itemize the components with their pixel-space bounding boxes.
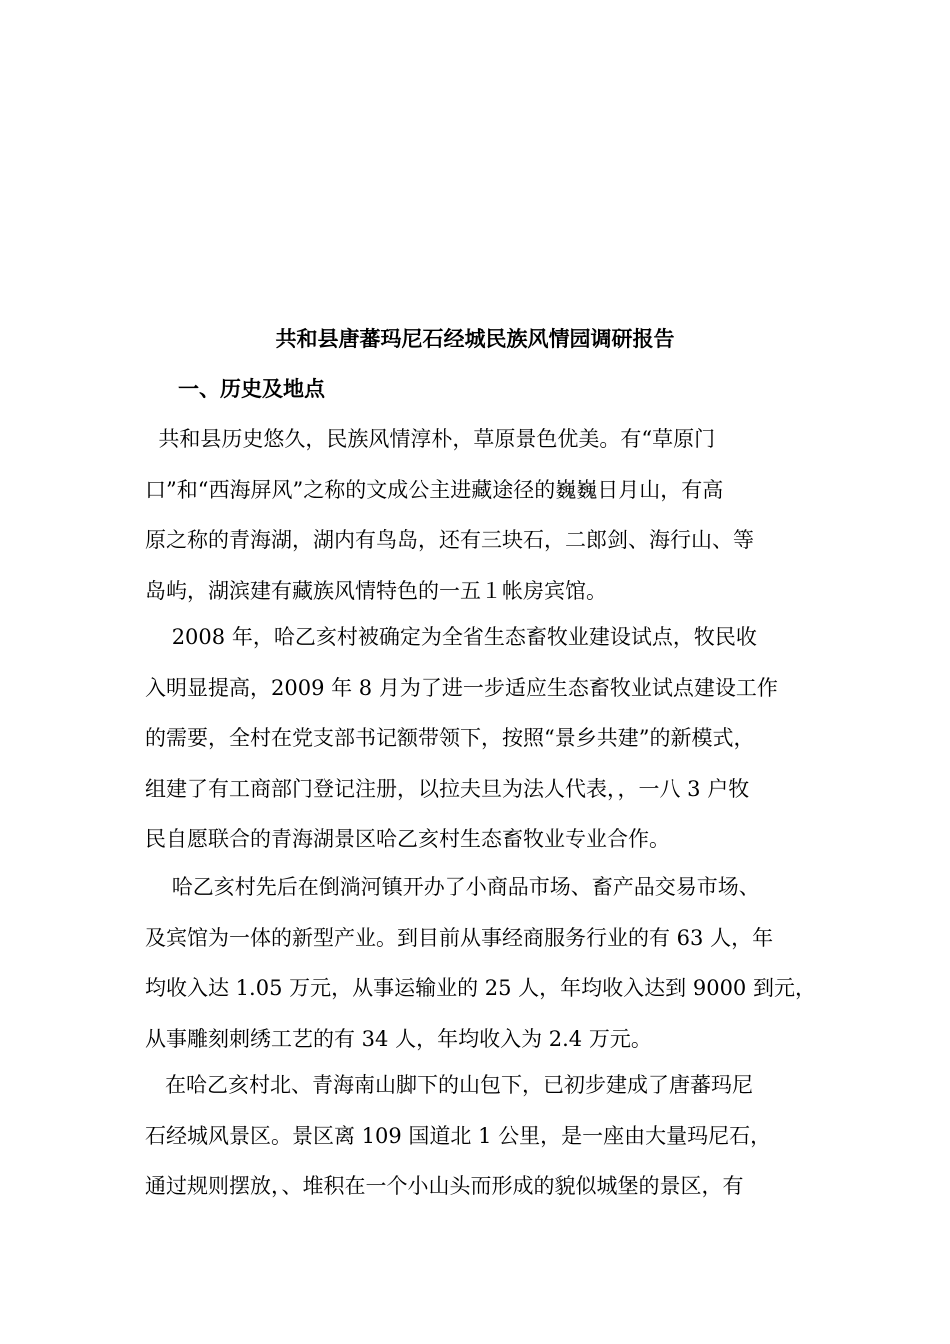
paragraph-line: 的需要，全村在党支部书记额带领下，按照“景乡共建”的新模式， <box>145 726 755 750</box>
paragraph-line: 共和县历史悠久，民族风情淳朴，草原景色优美。有“草原门 <box>145 427 716 451</box>
paragraph-3 <box>145 862 845 1064</box>
document-title: 共和县唐蕃玛尼石经城民族风情园调研报告 <box>275 326 675 351</box>
paragraph-4 <box>145 1060 845 1212</box>
paragraph-line: 入明显提高，2009 年 8 月为了进一步适应生态畜牧业试点建设工作 <box>145 675 778 700</box>
paragraph-line: 组建了有工商部门登记注册，以拉夫旦为法人代表，，一八 3 户牧 <box>145 776 750 801</box>
section-heading: 一、历史及地点 <box>178 376 325 401</box>
paragraph-line: 石经城风景区。景区离 109 国道北 1 公里，是一座由大量玛尼石， <box>145 1123 772 1148</box>
paragraph-line: 2008 年，哈乙亥村被确定为全省生态畜牧业建设试点，牧民收 <box>145 625 757 649</box>
paragraph-line: 民自愿联合的青海湖景区哈乙亥村生态畜牧业专业合作。 <box>145 827 670 851</box>
paragraph-line: 在哈乙亥村北、青海南山脚下的山包下，已初步建成了唐蕃玛尼 <box>145 1073 754 1097</box>
paragraph-line: 通过规则摆放，、堆积在一个小山头而形成的貌似城堡的景区，有 <box>145 1174 744 1198</box>
paragraph-2 <box>145 612 845 865</box>
paragraph-1 <box>145 414 845 616</box>
paragraph-line: 均收入达 1.05 万元，从事运输业的 25 人，年均收入达到 9000 到元， <box>145 976 816 1000</box>
paragraph-line: 从事雕刻刺绣工艺的有 34 人，年均收入为 2.4 万元。 <box>145 1026 652 1051</box>
paragraph-line: 岛屿，湖滨建有藏族风情特色的一五１帐房宾馆。 <box>145 578 607 603</box>
paragraph-line: 及宾馆为一体的新型产业。到目前从事经商服务行业的有 63 人，年 <box>145 925 774 950</box>
paragraph-line: 口”和“西海屏风”之称的文成公主进藏途径的巍巍日月山，有高 <box>145 477 724 502</box>
paragraph-line: 哈乙亥村先后在倒淌河镇开办了小商品市场、畜产品交易市场、 <box>145 875 760 899</box>
paragraph-line: 原之称的青海湖，湖内有鸟岛，还有三块石，二郎剑、海行山、等 <box>145 528 754 552</box>
